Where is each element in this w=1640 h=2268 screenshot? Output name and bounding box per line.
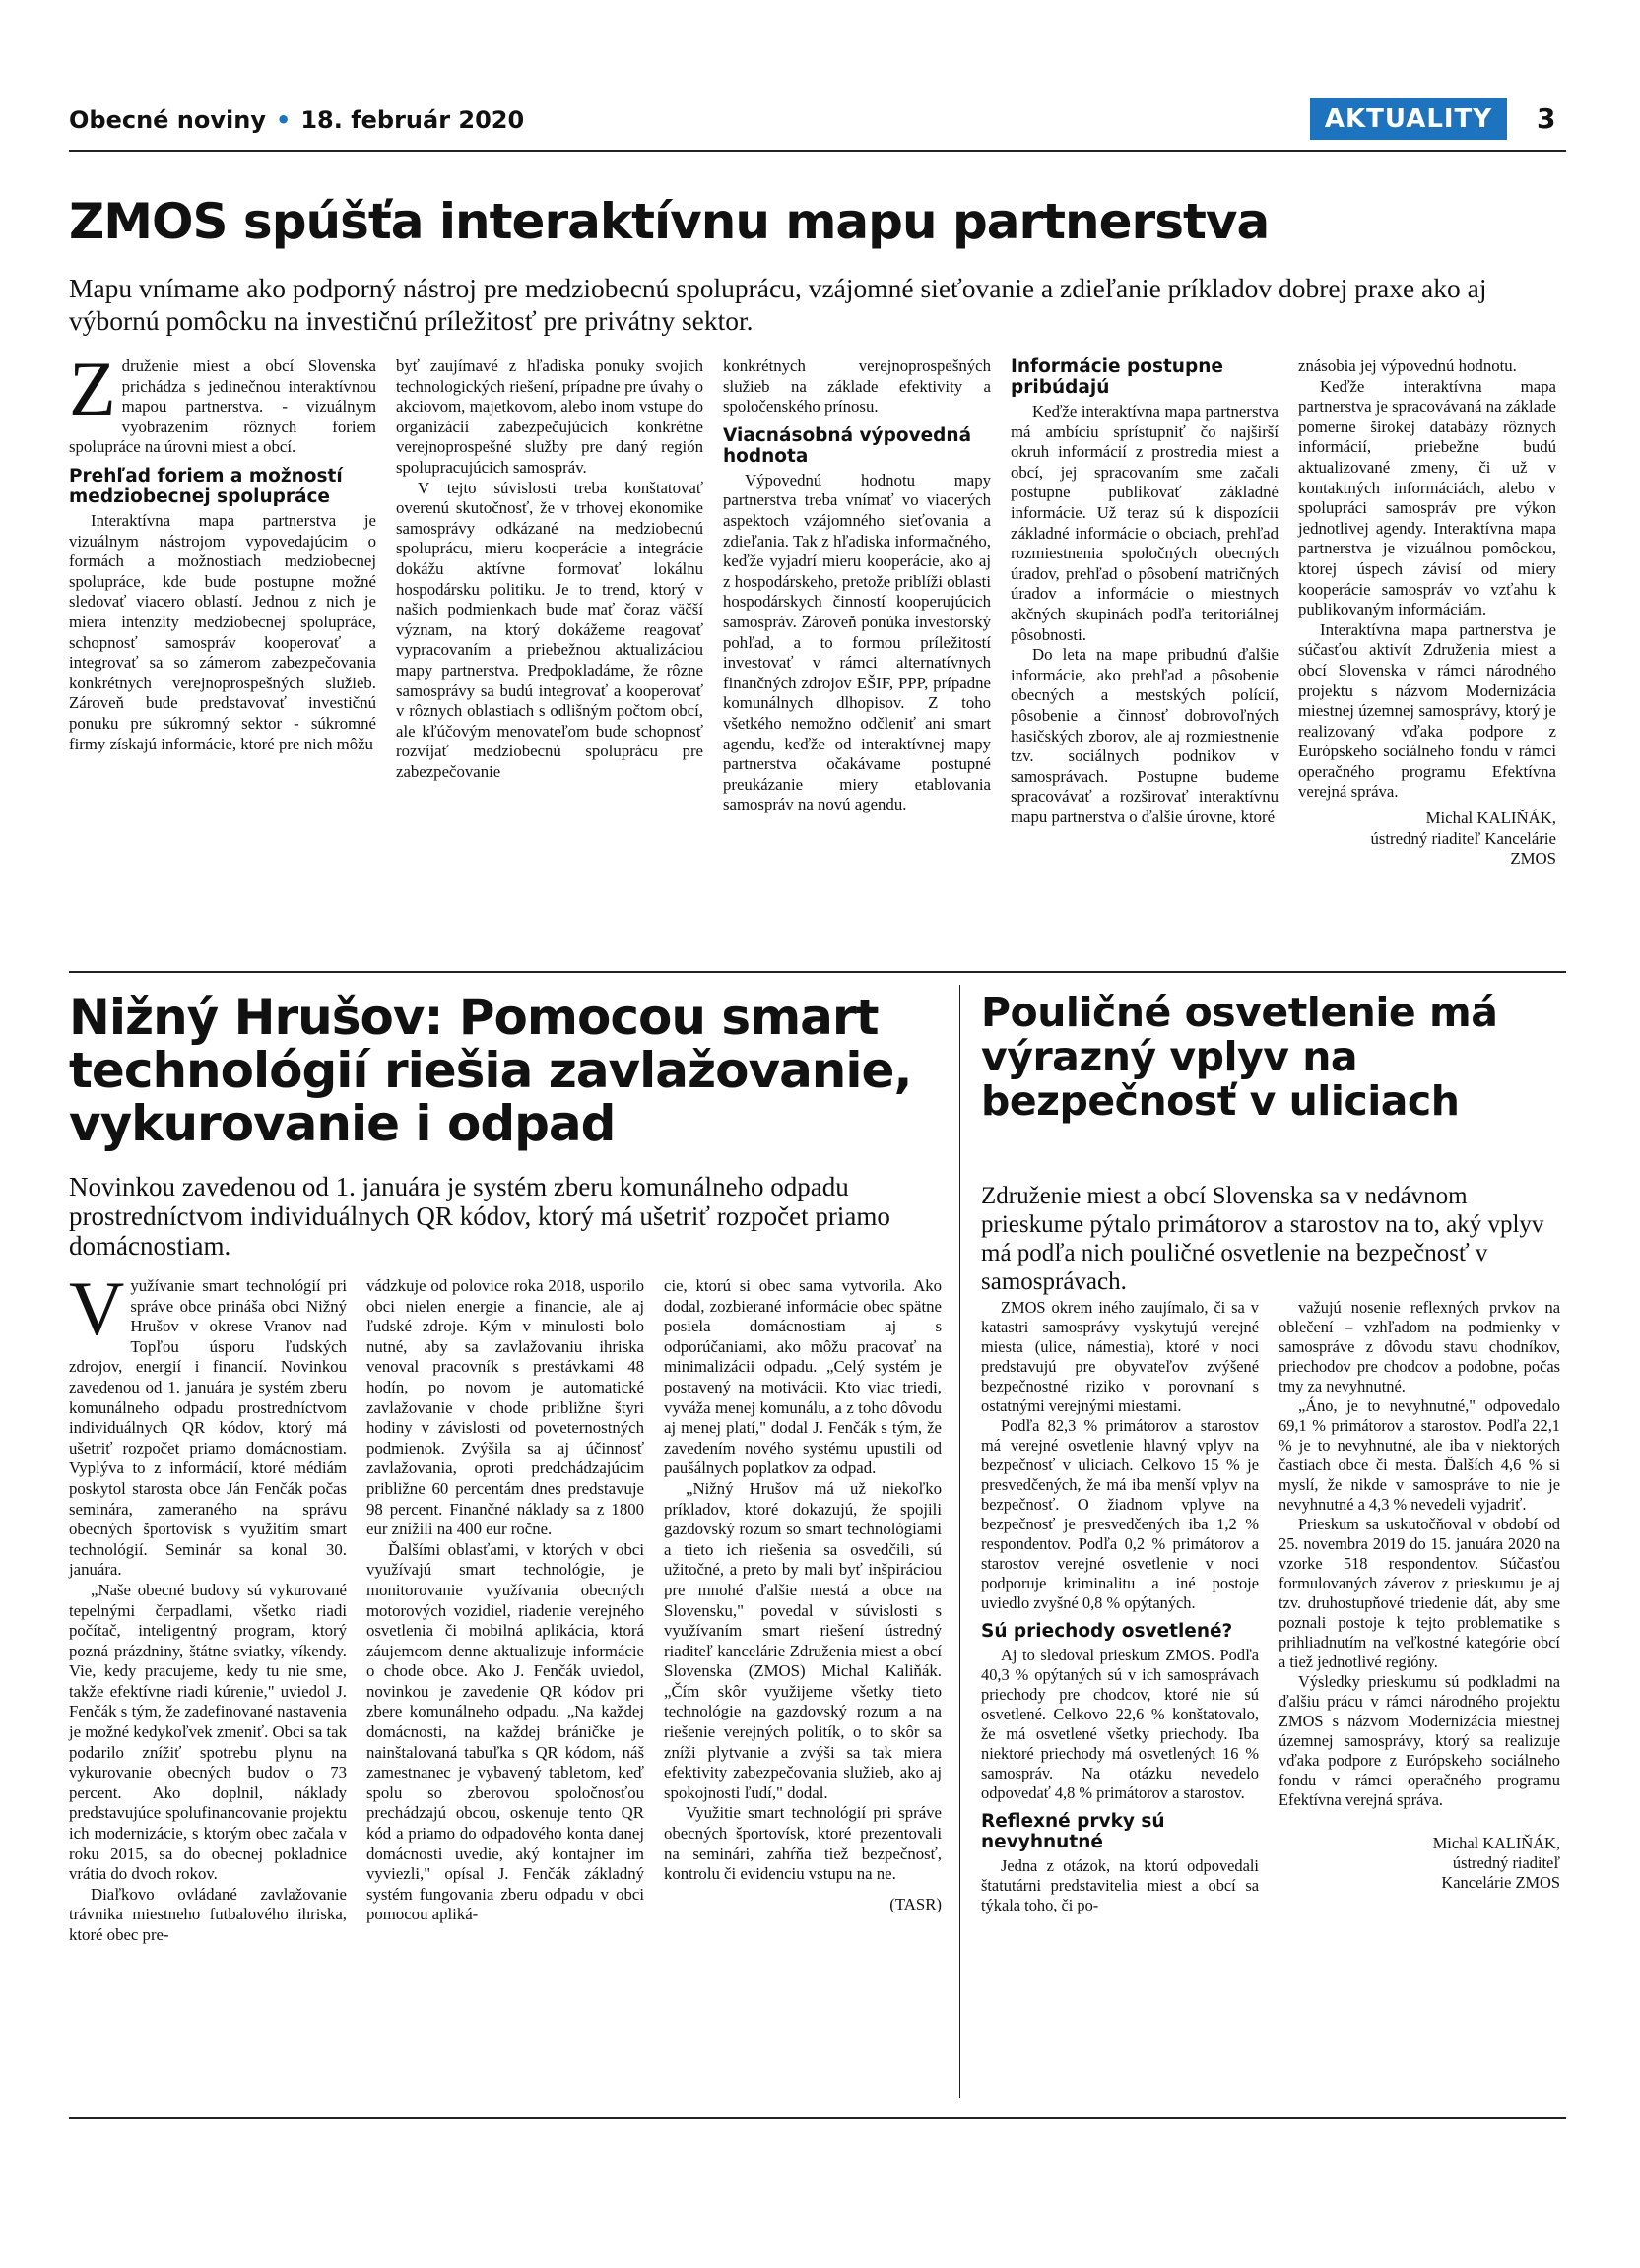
article3-lead: Združenie miest a obcí Slovenska sa v nedávnom prieskume pýtalo primátorov a starostov na to, aký vplyv má podľa nich pouličné osvetlenie na bezpečnosť v samosprávach. [981,1183,1544,1295]
article3-subheading: Reflexné prvky sú nevyhnutné [981,1811,1165,1852]
article3-paragraph: „Áno, je to nevyhnutné," odpovedalo 69,1 % primátorov a starostov. Podľa 22,1 % je to nevyhnutné, ale iba v niektorých častiach obce či mesta. Ďalších 4,6 % si myslí, že nikde v samospráve to nie je nevyhnutné a 4,3 % nevedeli vyjadriť. [1279,1396,1560,1514]
article2-column-2 [366,1276,644,1946]
author-signature: Michal KALIŇÁK, [1432,1834,1560,1852]
article1-lead: Mapu vnímame ako podporný nástroj pre medziobecnú spoluprácu, vzájomné sieťovanie a zdieľanie príkladov dobrej praxe ako aj výbornú pomôcku na investičnú príležitosť pre privátny sektor. [69,273,1487,336]
article3-column-1 [981,1298,1259,1915]
article3-paragraph: ZMOS okrem iného zaujímalo, či sa v katastri samosprávy vyskytujú verejné miesta (ulice, námestia), ktoré v noci predstavujú pre obyvateľov zvýšené bezpečnostné riziko v porovnaní s ostatnými verejnými miestami. [981,1298,1259,1415]
page-number: 3 [1537,102,1556,135]
article1-paragraph: Keďže interaktívna mapa partnerstva má ambíciu sprístupniť čo najširší okruh informácií z prostredia miest a obcí, jej spracovaním sme začali postupne publikovať základné informácie. Už teraz sú k dispozícii základné informácie o obciach, prehľad rozmiestnenia spoločných obecných úradov, prehľad o pôsobení matričných úradov a informácie o miestnych akčných skupinách podľa teritoriálnej pôsobnosti. [1011,402,1279,644]
article2-column-1 [69,1265,347,1946]
article2-column-3 [664,1276,942,1946]
article1-column-5 [1298,356,1556,870]
author-org: Kancelárie ZMOS [1441,1873,1560,1892]
article1-paragraph: Výpovednú hodnotu mapy partnerstva treba vnímať vo viacerých aspektoch vzájomného sieťovania a zdieľania. Tak z hľadiska informačného, keďže vyjadrí mieru kooperácie, ako aj z hospodárskeho, pretože priblíži oblasti hospodárskych činností kooperujúcich samospráv. Zároveň ponúka investorský pohľad, a to formou príležitostí investovať v rámci alternatívnych finančných zdrojov EŠIF, PPP, prípadne komunálnych dlhopisov. Z toho všetkého nemožno odčleniť ani smart agendu, keďže od interaktívnej mapy partnerstva očakávame postupné preukázanie miery etablovania samospráv na novú agendu. [723,470,991,814]
source-credit: (TASR) [889,1894,942,1913]
article1-column-1 [69,346,376,870]
article1-column-4 [1011,356,1279,870]
article2-paragraph: „Naše obecné budovy sú vykurované tepelnými čerpadlami, všetko riadi počítač, inteligentný program, ktorý pozná prázdniny, štátne sviatky, víkendy. Vie, kedy pracujeme, kedy tu nie sme, takže efektívne riadi kúrenie," uviedol J. Fenčák s tým, že zadefinované nastavenia je možné kedykoľvek zmeniť. Obci sa tak podarilo znížiť spotrebu plynu na vykurovanie obecných budov o 73 percent. Ako doplnil, náklady predstavujúce spolufinancovanie projektu ich modernizácie, s ktorým obec začala v roku 2015, sa do obecnej pokladnice vrátia do dvoch rokov. [69,1580,347,1884]
article2-paragraph: vádzkuje od polovice roka 2018, usporilo obci nielen energie a financie, ale aj ľudské zdroje. Kým v minulosti bolo nutné, aby sa zavlažovaniu ihriska venoval pracovník s prestávkami 48 hodín, po novom je automatické zavlažovanie v chode približne štyri hodiny v závislosti od poveternostných podmienok. Zvýšila sa aj účinnosť zavlažovania, oproti predchádzajúcim približne 60 percentám dnes predstavuje 98 percent. Finančné náklady sa z 1800 eur znížili na 400 eur ročne. [366,1276,644,1539]
article3-paragraph: Aj to sledoval prieskum ZMOS. Podľa 40,3 % opýtaných sú v ich samosprávach priechody pre chodcov, ktoré nie sú osvetlené. Celkovo 22,6 % konštatovalo, že má osvetlené všetky priechody. Iba niektoré priechody má osvetlených 16 % samospráv. Na otázku nevedelo odpovedať 4,8 % primátorov a starostov. [981,1646,1259,1802]
issue-date: 18. február 2020 [300,106,525,134]
article1-paragraph: Interaktívna mapa partnerstva je súčasťou aktivít Združenia miest a obcí Slovenska v rámci národného projektu s názvom Modernizácia miestnej územnej samosprávy, ktorý je realizovaný vďaka podpore z Európskeho sociálneho fondu v rámci operačného programu Efektívna verejná správa. [1298,619,1556,802]
article3-paragraph: Výsledky prieskumu sú podkladmi na ďalšiu prácu v rámci národného projektu ZMOS s názvom Modernizácia miestnej územnej samosprávy, ktorý sa realizuje vďaka podpore z Európskeho sociálneho fondu v rámci operačného programu Efektívna verejná správa. [1279,1672,1560,1809]
bullet-icon: • [275,106,292,134]
article1-subheading: Prehľad foriem a možností medziobecnej spolupráce [69,465,343,507]
article3-paragraph: Podľa 82,3 % primátorov a starostov má verejné osvetlenie hlavný vplyv na bezpečnosť v uliciach. Celkovo 15 % je presvedčených, že má iba menší vplyv na bezpečnosť. O žiadnom vplyve na bezpečnosť je presvedčených iba 1,2 % respondentov. Podľa 0,2 % primátorov a starostov verejné osvetlenie v noci podporuje kriminalitu a iné postoje uviedlo zvyšné 0,8 % opýtaných. [981,1416,1259,1612]
article1-subheading: Informácie postupne pribúdajú [1011,356,1223,398]
author-signature: Michal KALIŇÁK, [1425,809,1556,828]
author-role: ústredný riaditeľ Kancelárie [1370,828,1556,848]
article1-body [69,346,1556,870]
article1-column-2 [396,356,703,870]
article3-title: Pouličné osvetlenie má výrazný vplyv na bezpečnosť v uliciach [981,989,1498,1125]
article2-paragraph: Diaľkovo ovládané zavlažovanie trávnika miestneho futbalového ihriska, ktoré obec pre- [69,1884,347,1944]
dropcap: V [69,1265,125,1351]
section-tag: AKTUALITY [1310,98,1507,140]
article1-paragraph: druženie miest a obcí Slovenska prichádza s jedinečnou interaktívnou mapou partnerstva. - vizuálnym vyobrazením rôznych foriem spolupráce na úrovni miest a obcí. [69,356,376,457]
article3-column-2 [1279,1298,1560,1915]
article2-paragraph: Využitie smart technológií pri správe obecných športovísk, ktoré prezentovali na seminári, zahŕňa tiež bezpečnosť, kontrolu či evidenciu vstupu na ne. [664,1803,942,1884]
dropcap: Z [69,346,116,431]
article3-body [981,1298,1560,1915]
article1-title: ZMOS spúšťa interaktívnu mapu partnerstva [69,193,1270,250]
article1-paragraph: Interaktívna mapa partnerstva je vizuálnym nástrojom vypovedajúcim o formách a možnostiach medziobecnej spolupráce, kde bude postupne možné sledovať viacero oblastí. Jednou z nich je miera intenzity medziobecnej spolupráce, schopnosť samospráv kooperovať a integrovať sa so zámerom zabezpečovania konkrétnych verejnoprospešných služieb. Zároveň bude predstavovať investičnú ponuku pre súkromný sektor - súkromné firmy získajú informácie, ktoré pre nich môžu [69,510,376,753]
article1-paragraph: V tejto súvislosti treba konštatovať overenú skutočnosť, že v trhovej ekonomike samosprávy odkázané na medziobecnú spoluprácu, mieru kooperácie a integrácie dokážu aktívne formovať lokálnu hospodársku politiku. Je to trend, ktorý v našich podmienkach bude mať čoraz väčší význam, na ktorý dokážeme reagovať vypracovaním a priebežnou aktualizáciou mapy partnerstva. Predpokladáme, že rôzne samosprávy sa budú integrovať a kooperovať v rôznych oblastiach s odlišným počtom obcí, ale kľúčovým menovateľom bude schopnosť rozvíjať medziobecnú spoluprácu pre zabezpečovanie [396,478,703,781]
article3-paragraph: Jedna z otázok, na ktorú odpovedali štatutárni predstavitelia miest a obcí sa týkala toho, či po- [981,1856,1259,1914]
header-divider [69,150,1566,152]
column-divider [959,985,960,2098]
article1-paragraph: znásobia jej výpovednú hodnotu. [1298,356,1517,375]
article3-paragraph: Prieskum sa uskutočňoval v období od 25. novembra 2019 do 15. januára 2020 na vzorke 518 respondentov. Súčasťou formulovaných záverov z prieskumu je aj tzv. druhostupňové triedenie dát, aby sme poznali postoje k tejto problematike s prihliadnutím na veľkostné kategórie obcí a tiež jednotlivé regióny. [1279,1515,1560,1671]
author-org: ZMOS [1510,849,1556,869]
article2-paragraph: cie, ktorú si obec sama vytvorila. Ako dodal, zozbierané informácie obec spätne posiela domácnostiam aj s odporúčaniami, ako môžu pracovať na minimalizácii odpadu. „Celý systém je postavený na motivácii. Kto viac triedi, vyváža menej komunálu, a z toho dôvodu aj menej platí," dodal J. Fenčák s tým, že zavedením nového systému upustili od paušálnych poplatkov za odpad. [664,1276,942,1478]
article2-paragraph: Ďalšími oblasťami, v ktorých v obci využívajú smart technológie, je monitorovanie využívania obecných motorových vozidiel, riadenie verejného osvetlenia či mobilná aplikácia, ktorá záujemcom denne aktualizuje informácie o chode obce. Ako J. Fenčák uviedol, novinkou je zavedenie QR kódov pri zbere komunálneho odpadu. „Na každej domácnosti, na každej bráničke je nainštalovaná tabuľka s QR kódom, náš zamestnanec je vybavený tabletom, keď spolu so zberovou spoločnosťou prechádzajú obcou, oskenuje tento QR kód a priamo do odpadového konta danej domácnosti uvedie, aký kontajner im vyviezli," opísal J. Fenčák základný systém fungovania zberu odpadu v obci pomocou apliká- [366,1539,644,1924]
article1-paragraph: konkrétnych verejnoprospešných služieb na základe efektivity a spoločenského prínosu. [723,356,991,417]
article1-column-3 [723,356,991,870]
footer-divider [69,2117,1566,2119]
article1-paragraph: byť zaujímavé z hľadiska ponuky svojich technologických riešení, prípadne pre úvahy o akciovom, majetkovom, alebo inom vstupe do organizácií zabezpečujúcich konkrétne verejnoprospešné služby pre daný región spolupracujúcich samospráv. [396,356,703,477]
article2-title: Nižný Hrušov: Pomocou smart technológií riešia zavlažovanie, vykurovanie i odpad [69,989,912,1152]
article3-paragraph: važujú nosenie reflexných prvkov na oblečení – vzhľadom na podmienky v samospráve z dôvodu stavu chodníkov, priechodov pre chodcov a podobne, počas tmy za nevyhnutné. [1279,1298,1560,1395]
article3-subheading: Sú priechody osvetlené? [981,1621,1233,1642]
article2-lead: Novinkou zavedenou od 1. januára je systém zberu komunálneho odpadu prostredníctvom individuálnych QR kódov, ktorý má ušetriť rozpočet priamo domácnostiam. [69,1172,890,1261]
section-divider [69,971,1566,973]
masthead [69,106,524,134]
article1-paragraph: Do leta na mape pribudnú ďalšie informácie, ako prehľad a pôsobenie obecných a mestských polícií, pôsobenie a činnosť dobrovoľných hasičských zborov, ale aj rozmiestnenie tzv. sociálnych podnikov v samosprávach. Postupne budeme spracovávať a rozširovať interaktívnu mapu partnerstva o ďalšie úrovne, ktoré [1011,645,1279,826]
article1-paragraph: Keďže interaktívna mapa partnerstva je spracovávaná na základe pomerne širokej databázy rôznych informácií, priebežne budú aktualizované zmeny, či už v kontaktných informáciách, alebo v spolupráci samospráv pre výkon jednotlivej agendy. Interaktívna mapa partnerstva je vizuálnou pomôckou, ktorej úspech závisí od miery kooperácie samospráv vo vzťahu k publikovaným informáciám. [1298,376,1556,619]
author-role: ústredný riaditeľ [1452,1853,1560,1872]
publication-name: Obecné noviny [69,106,266,134]
article2-paragraph: yužívanie smart technológií pri správe obce prináša obci Nižný Hrušov v okrese Vranov nad Topľou úsporu ľudských zdrojov, energií i financií. Novinkou zavedenou od 1. januára je systém zberu komunálneho odpadu prostredníctvom individuálnych QR kódov, ktorý má ušetriť rozpočet priamo domácnostiam. Vyplýva to z informácií, ktoré médiám poskytol starosta obce Ján Fenčák počas seminára, zameraného na správu obecných športovísk s využitím smart technológií. Seminár sa konal 30. januára. [69,1276,347,1580]
article2-paragraph: „Nižný Hrušov má už niekoľko príkladov, ktoré dokazujú, že spojili gazdovský rozum so smart technológiami a tieto ich riešenia sa osvedčili, sú užitočné, a preto by mali byť inšpiráciou pre mnohé ďalšie mestá a obce na Slovensku," povedal v súvislosti s využívaním smart riešení ústredný riaditeľ kancelárie Združenia miest a obcí Slovenska (ZMOS) Michal Kaliňák. „Čím skôr využijeme všetky tieto technológie na gazdovský rozum a na riešenie verejných politík, o to skôr sa zníži plytvanie a zvýši sa tak miera efektivity zabezpečovania služieb, ako aj spokojnosti ľudí," dodal. [664,1478,942,1802]
article1-subheading: Viacnásobná výpovedná hodnota [723,424,972,467]
article2-body [69,1265,942,1946]
